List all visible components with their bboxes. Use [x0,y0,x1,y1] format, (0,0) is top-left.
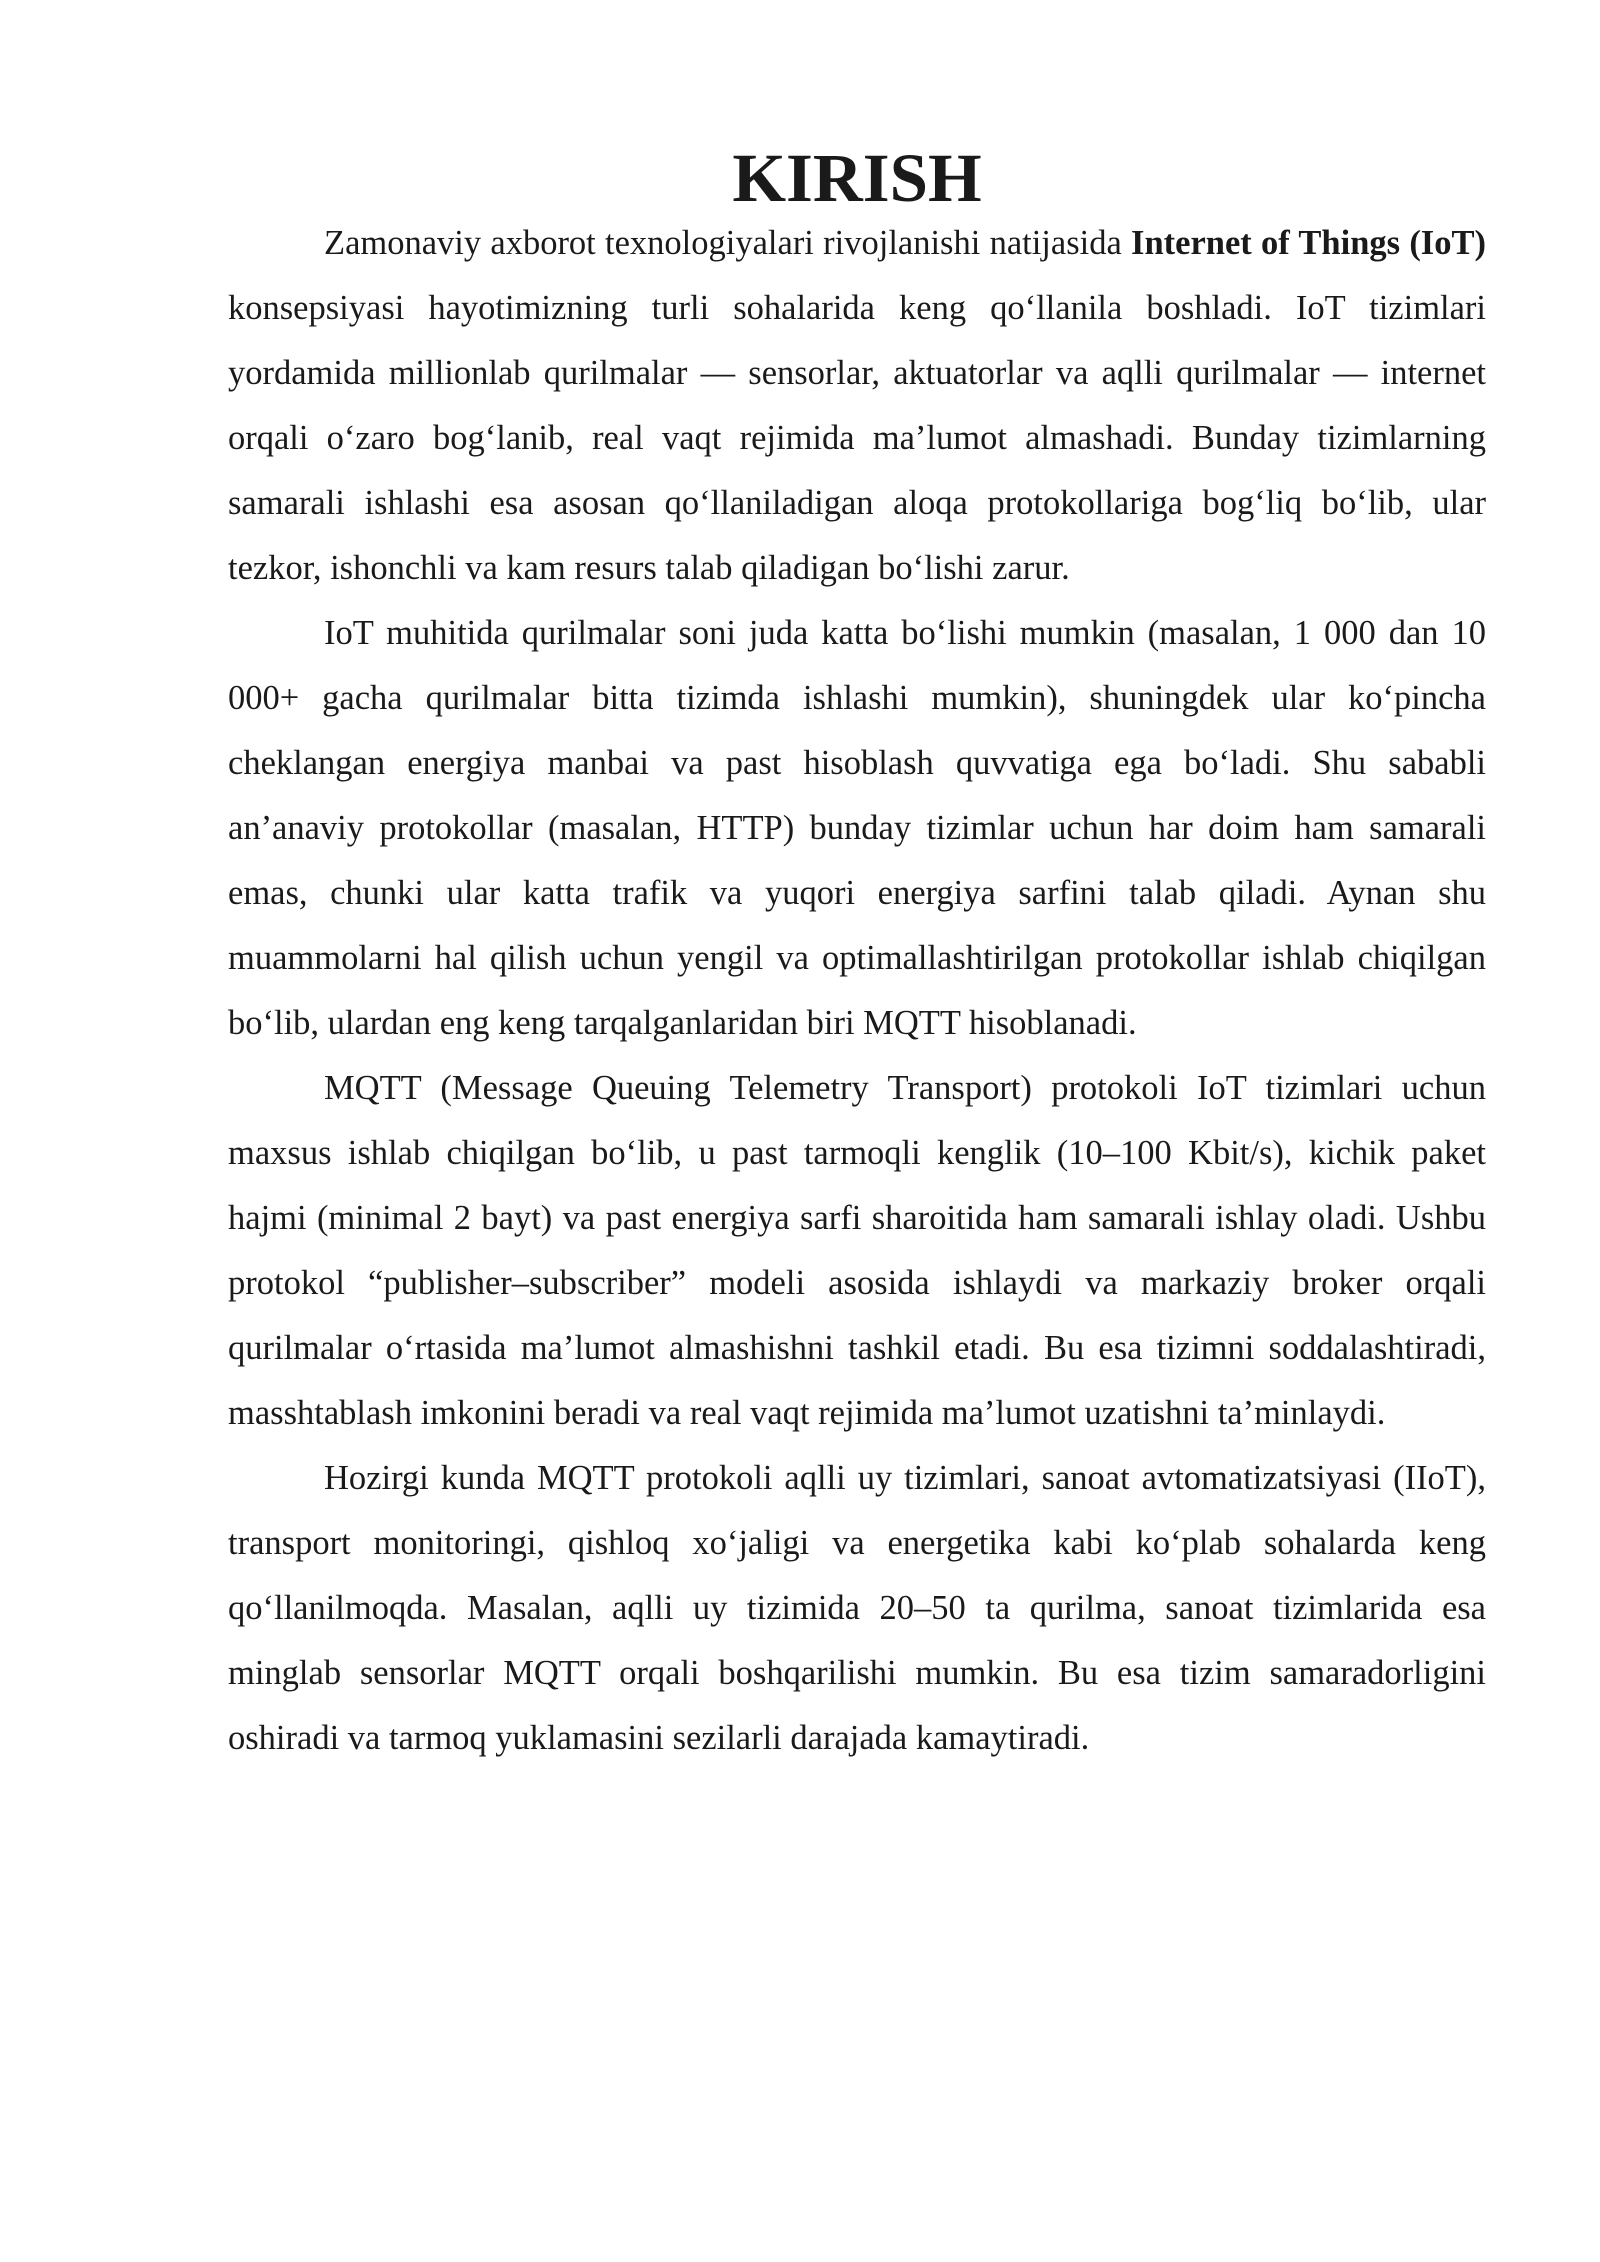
paragraph-intro-iot [228,211,1486,601]
paragraph-mqtt-definition: MQTT (Message Queuing Telemetry Transport) protokoli IoT tizimlari uchun maxsus ishlab chiqilgan bo‘lib, u past tarmoqli kenglik (10–100 Kbit/s), kichik paket hajmi (minimal 2 bayt) va past energiya sarfi sharoitida ham samarali ishlay oladi. Ushbu protokol “publisher–subscriber” modeli asosida ishlaydi va markaziy broker orqali qurilmalar o‘rtasida ma’lumot almashishni tashkil etadi. Bu esa tizimni soddalashtiradi, masshtablash imkonini beradi va real vaqt rejimida ma’lumot uzatishni ta’minlaydi. [228,1069,1486,1432]
paragraph-iot-devices: IoT muhitida qurilmalar soni juda katta bo‘lishi mumkin (masalan, 1 000 dan 10 000+ gacha qurilmalar bitta tizimda ishlashi mumkin), shuningdek ular ko‘pincha cheklangan energiya manbai va past hisoblash quvvatiga ega bo‘ladi. Shu sababli an’anaviy protokollar (masalan, HTTP) bunday tizimlar uchun har doim ham samarali emas, chunki ular katta trafik va yuqori energiya sarfini talab qiladi. Aynan shu muammolarni hal qilish uchun yengil va optimallashtirilgan protokollar ishlab chiqilgan bo‘lib, ulardan eng keng tarqalganlaridan biri MQTT hisoblanadi. [228,614,1486,1042]
paragraph-1-rest: konsepsiyasi hayotimizning turli sohalarida keng qo‘llanila boshladi. IoT tizimlari yordamida millionlab qurilmalar — sensorlar, aktuatorlar va aqlli qurilmalar — internet orqali o‘zaro bog‘lanib, real vaqt rejimida ma’lumot almashadi. Bunday tizimlarning samarali ishlashi esa asosan qo‘llaniladigan aloqa protokollariga bog‘liq bo‘lib, ular tezkor, ishonchli va kam resurs talab qiladigan bo‘lishi zarur. [228,289,1486,587]
section-title: KIRISH [732,140,982,216]
paragraph-1-lead: Zamonaviy axborot texnologiyalari rivojlanishi natijasida [324,224,1132,262]
paragraph-1-bold-term: Internet of Things (IoT) [1131,224,1486,262]
document-body [228,140,1486,1771]
paragraph-mqtt-applications: Hozirgi kunda MQTT protokoli aqlli uy tizimlari, sanoat avtomatizatsiyasi (IIoT), transport monitoringi, qishloq xo‘jaligi va energetika kabi ko‘plab sohalarda keng qo‘llanilmoqda. Masalan, aqlli uy tizimida 20–50 ta qurilma, sanoat tizimlarida esa minglab sensorlar MQTT orqali boshqarilishi mumkin. Bu esa tizim samaradorligini oshiradi va tarmoq yuklamasini sezilarli darajada kamaytiradi. [228,1459,1486,1757]
